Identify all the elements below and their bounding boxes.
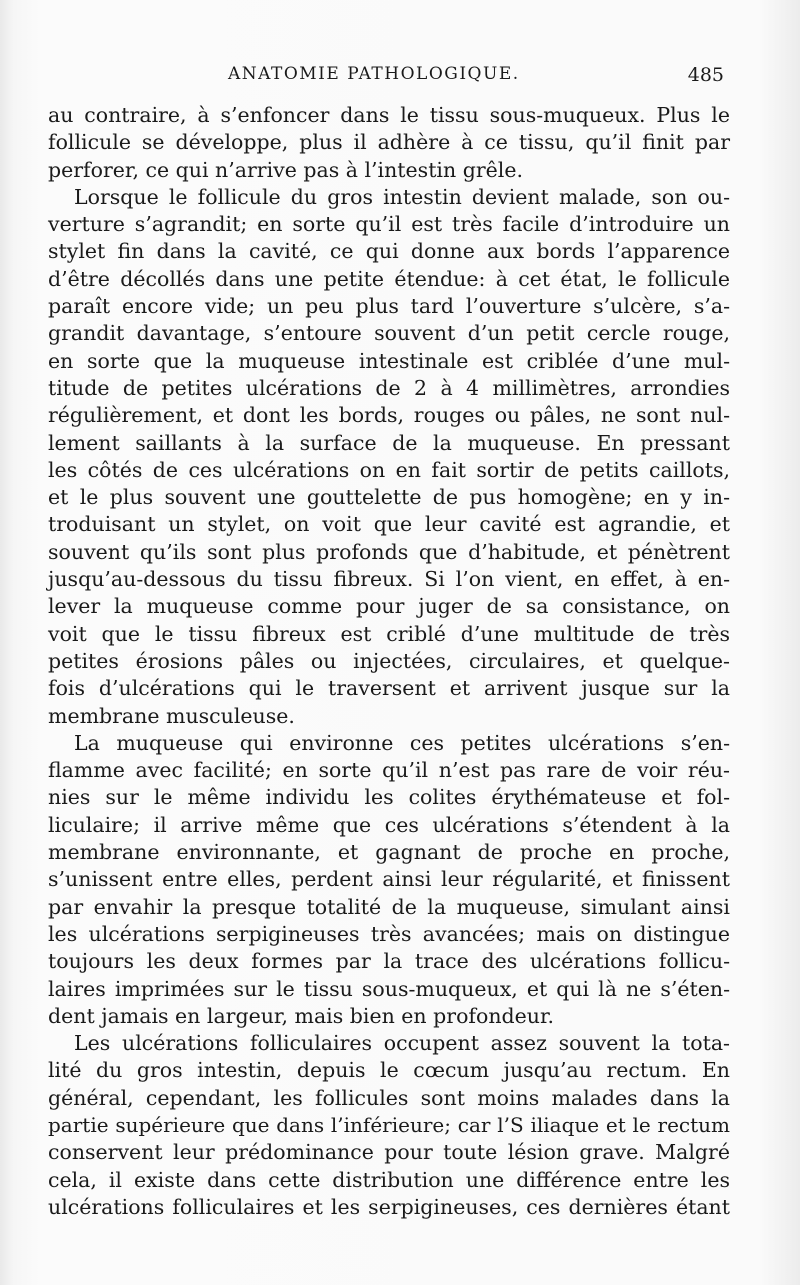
text-line: voit que le tissu fibreux est criblé d’une multitude de très (48, 621, 730, 646)
text-line: par envahir la presque totalité de la muqueuse, simulant ainsi (48, 894, 730, 919)
page-header (48, 64, 724, 98)
text-line: régulièrement, et dont les bords, rouges ou pâles, ne sont nul- (48, 403, 730, 428)
text-line: lité du gros intestin, depuis le cœcum jusqu’au rectum. En (48, 1058, 730, 1083)
text-line: jusqu’au-dessous du tissu fibreux. Si l’on vient, en effet, à en- (48, 567, 730, 592)
text-line: stylet fin dans la cavité, ce qui donne aux bords l’apparence (48, 239, 730, 264)
text-line: Lorsque le follicule du gros intestin devient malade, son ou- (74, 184, 730, 209)
text-line: les ulcérations serpigineuses très avancées; mais on distingue (48, 921, 730, 946)
body-text (48, 102, 730, 1221)
text-line: paraît encore vide; un peu plus tard l’ouverture s’ulcère, s’a- (48, 294, 730, 319)
text-line: membrane musculeuse. (48, 703, 295, 728)
text-line: fois d’ulcérations qui le traversent et arrivent jusque sur la (48, 676, 730, 701)
text-line: général, cependant, les follicules sont moins malades dans la (48, 1085, 730, 1110)
text-line: les côtés de ces ulcérations on en fait sortir de petits caillots, (48, 457, 730, 482)
text-line: et le plus souvent une gouttelette de pus homogène; en y in- (48, 485, 730, 510)
text-line: toujours les deux formes par la trace des ulcérations follicu- (48, 949, 730, 974)
text-line: petites érosions pâles ou injectées, circulaires, et quelque- (48, 648, 730, 673)
text-line: laires imprimées sur le tissu sous-muqueux, et qui là ne s’éten- (48, 976, 730, 1001)
text-line: membrane environnante, et gagnant de proche en proche, (48, 840, 730, 865)
text-line: liculaire; il arrive même que ces ulcérations s’étendent à la (48, 812, 730, 837)
text-line: conservent leur prédominance pour toute lésion grave. Malgré (48, 1140, 730, 1165)
text-line: lever la muqueuse comme pour juger de sa consistance, on (48, 594, 730, 619)
text-line: partie supérieure que dans l’inférieure; car l’S iliaque et le rectum (48, 1112, 730, 1137)
text-line: lement saillants à la surface de la muqueuse. En pressant (48, 430, 730, 455)
text-line: nies sur le même individu les colites érythémateuse et fol- (48, 785, 730, 810)
running-title: ANATOMIE PATHOLOGIQUE. (228, 64, 520, 84)
text-line: ulcérations folliculaires et les serpigineuses, ces dernières étant (48, 1194, 730, 1219)
text-line: flamme avec facilité; en sorte qu’il n’est pas rare de voir réu- (48, 758, 730, 783)
text-line: au contraire, à s’enfoncer dans le tissu sous-muqueux. Plus le (48, 103, 730, 127)
text-line: troduisant un stylet, on voit que leur cavité est agrandie, et (48, 512, 730, 537)
text-line: perforer, ce qui n’arrive pas à l’intestin grêle. (48, 157, 523, 182)
text-line: titude de petites ulcérations de 2 à 4 millimètres, arrondies (48, 375, 730, 400)
text-line: verture s’agrandit; en sorte qu’il est très facile d’introduire un (48, 212, 730, 237)
text-line: d’être décollés dans une petite étendue: à cet état, le follicule (48, 266, 730, 291)
text-line: La muqueuse qui environne ces petites ulcérations s’en- (74, 730, 730, 755)
text-line: follicule se développe, plus il adhère à ce tissu, qu’il finit par (48, 130, 730, 155)
text-line: souvent qu’ils sont plus profonds que d’habitude, et pénètrent (48, 539, 730, 564)
text-line: grandit davantage, s’entoure souvent d’un petit cercle rouge, (48, 321, 730, 346)
text-line: Les ulcérations folliculaires occupent assez souvent la tota- (74, 1031, 730, 1056)
text-line: cela, il existe dans cette distribution une différence entre les (48, 1167, 730, 1192)
text-line: en sorte que la muqueuse intestinale est criblée d’une mul- (48, 348, 730, 373)
text-line: dent jamais en largeur, mais bien en profondeur. (48, 1003, 555, 1028)
text-line: s’unissent entre elles, perdent ainsi leur régularité, et finissent (48, 867, 730, 892)
page-number: 485 (687, 64, 724, 86)
